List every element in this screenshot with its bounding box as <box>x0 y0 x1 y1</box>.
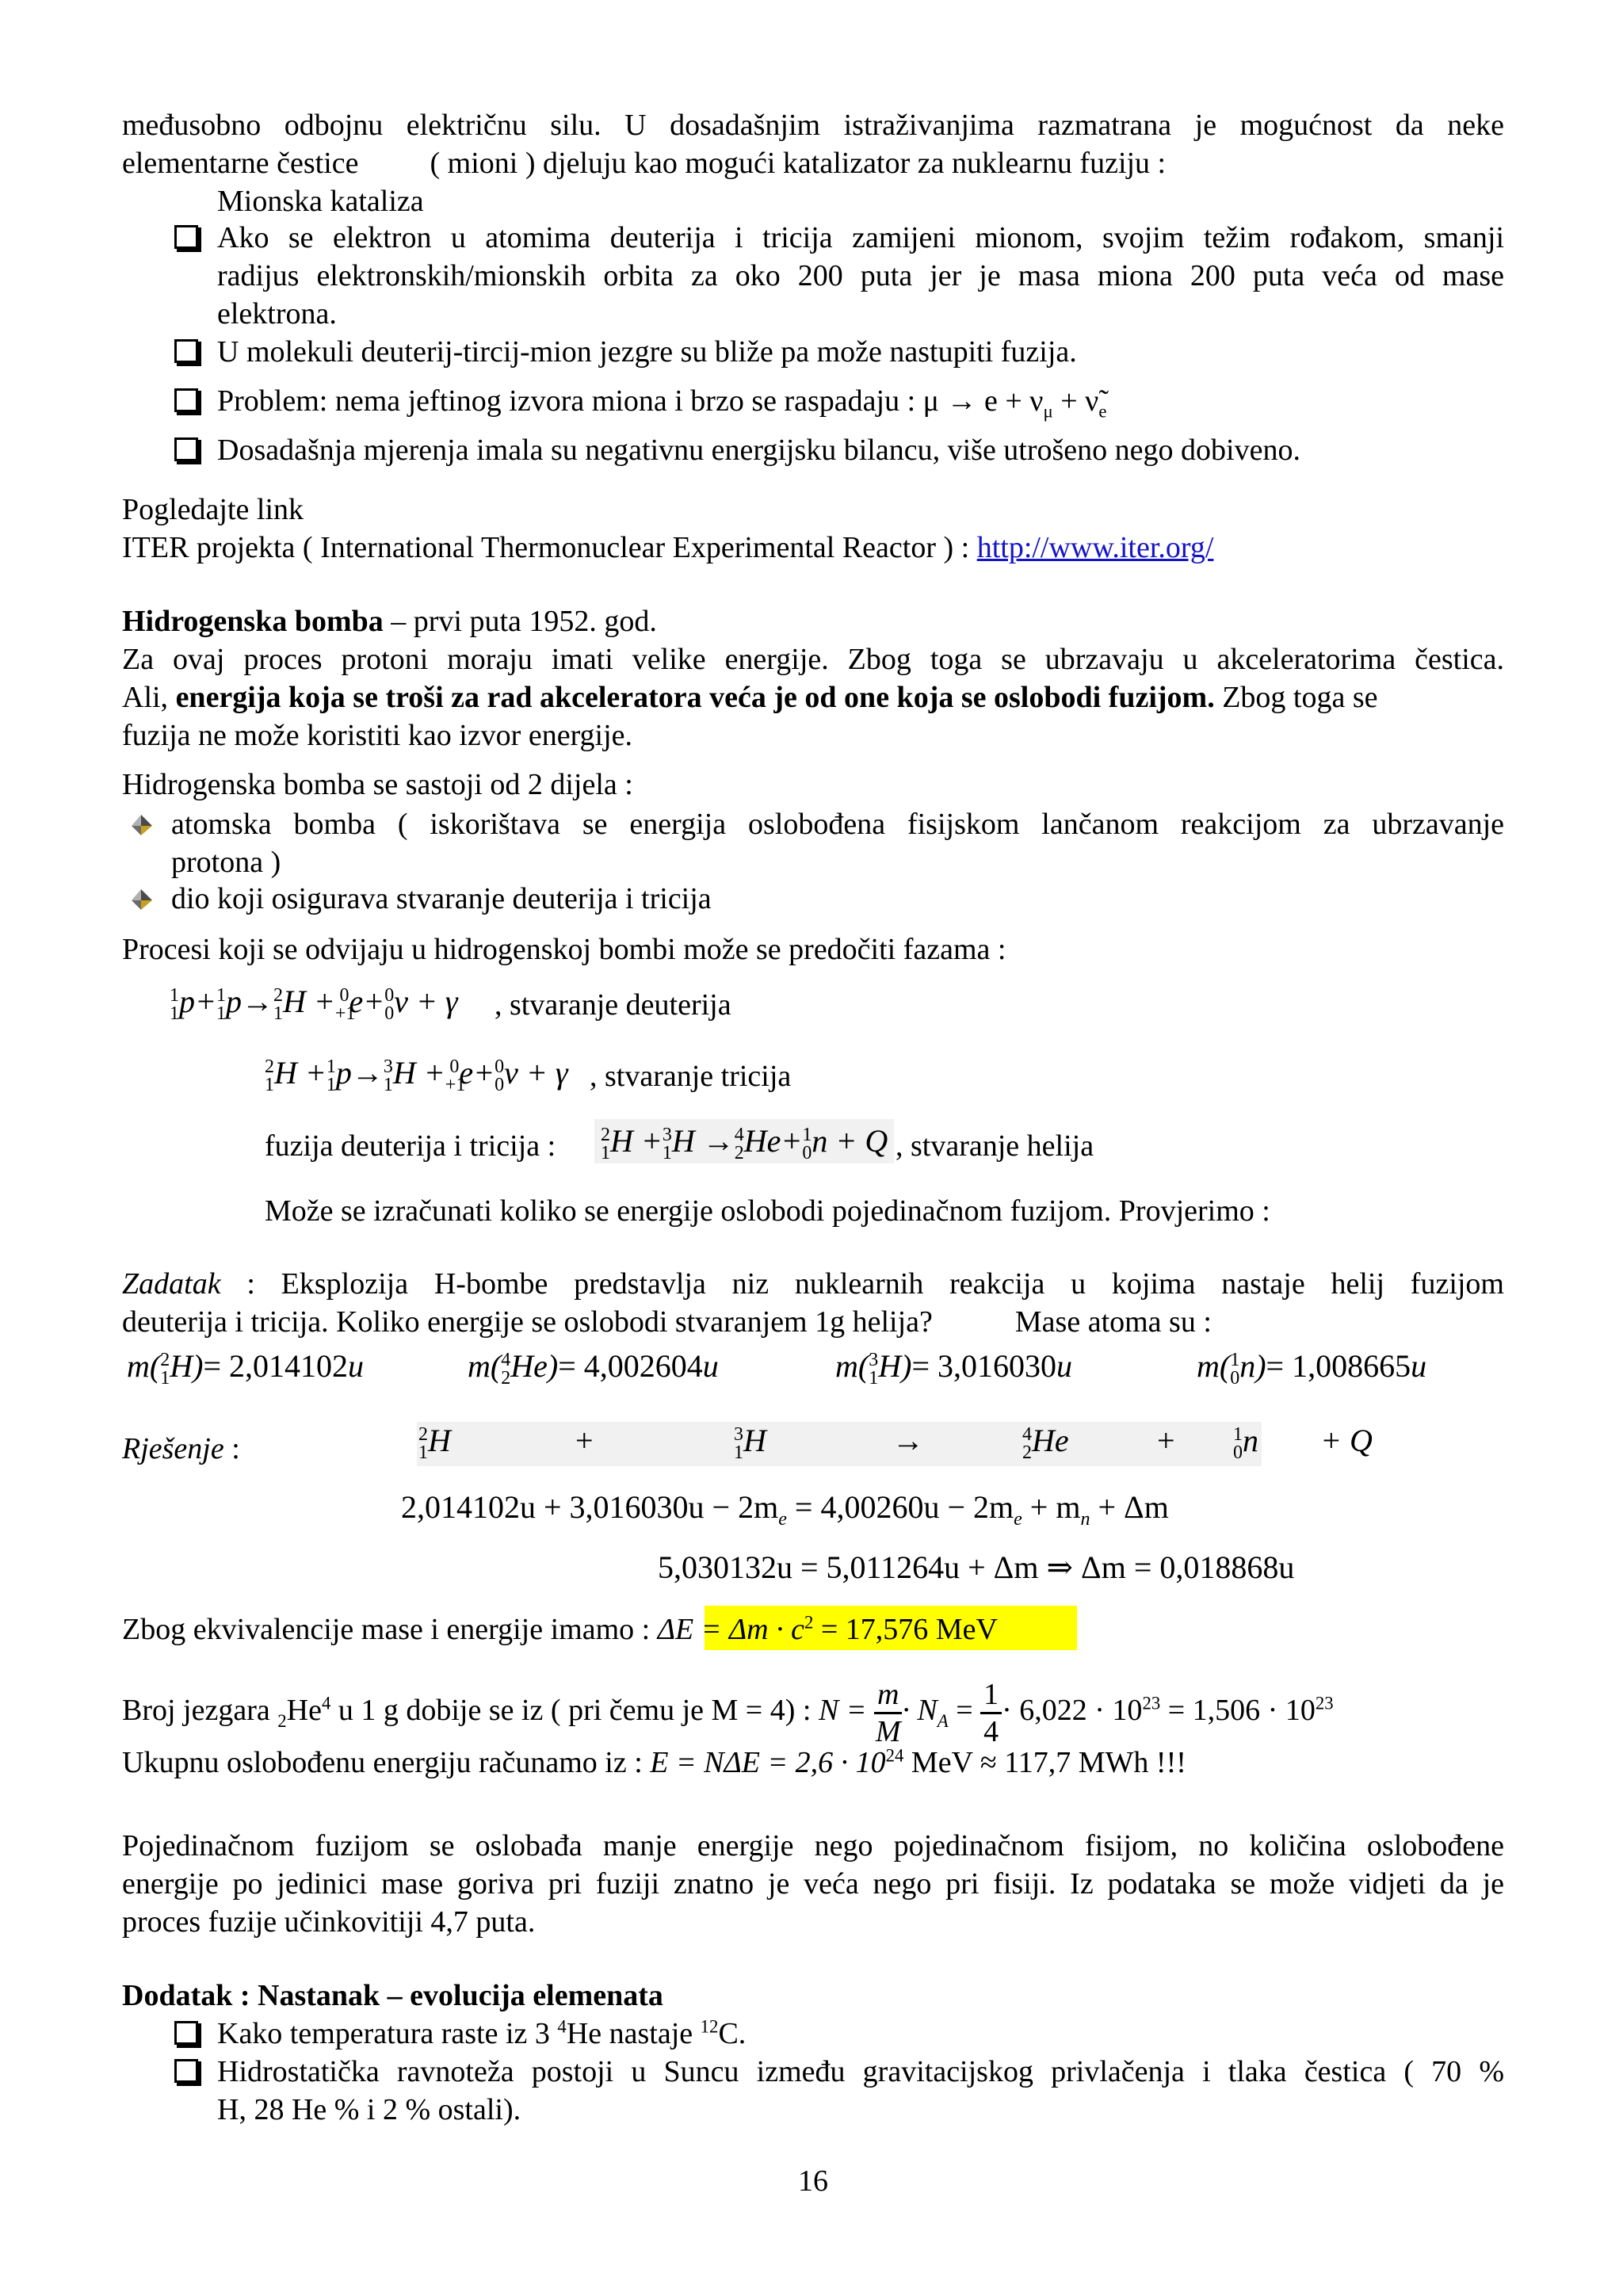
superscript: 4 <box>557 2016 567 2037</box>
mass-deuterium: $m(_1^2H)= 2,014102u$ <box>127 1348 364 1389</box>
text-line <box>122 1265 1504 1303</box>
equation-part: E = NΔE = 2,6 · 10 <box>650 1746 886 1779</box>
subscript: A <box>937 1710 949 1731</box>
equation-part: + m <box>1022 1489 1081 1525</box>
mass-balance-equation: $2,014102u + 3,016030u - 2m_e = 4,00260u - 2m_e + m_n + \Delta m$ <box>401 1489 1169 1530</box>
numerator: 1 <box>980 1677 1002 1714</box>
text-span: C. <box>718 2017 747 2050</box>
reaction-deuterium: $_1^1p+_1^1p\to_1^2H +_{+1}^0e+_0^0\nu + \gamma$ <box>170 984 458 1024</box>
checkbox-bullet-icon <box>174 388 198 412</box>
text-line: Hidrostatička ravnoteža postoji u Suncu između gravitacijskog privlačenja i tlaka čestica ( 70 % <box>217 2055 1504 2088</box>
solution-reaction: $_1^2$H + $_1^3$H → $_2^4$He + $_0^1$n + Q <box>417 1422 1262 1466</box>
superscript: 24 <box>885 1745 904 1766</box>
checkbox-bullet-icon <box>174 2059 198 2083</box>
text-line: Hidrogenska bomba se sastoji od 2 dijela : <box>122 768 633 801</box>
checkbox-bullet-icon <box>174 339 198 363</box>
text-span: Broj jezgara <box>122 1694 278 1728</box>
fraction-m-over-M <box>874 1677 902 1749</box>
energy-value: = 17,576 <box>813 1613 929 1646</box>
checkbox-bullet-icon <box>174 2021 198 2045</box>
section-heading: Dodatak : Nastanak – evolucija elemenata <box>122 1979 663 2012</box>
text-line: Dosadašnja mjerenja imala su negativnu energijsku bilancu, više utrošeno nego dobiveno. <box>217 434 1300 467</box>
text-span: – prvi puta 1952. god. <box>383 605 657 638</box>
reaction-label: , stvaranje tricija <box>590 1060 792 1093</box>
text-line <box>122 678 1504 716</box>
text-line: elektrona. <box>217 297 337 330</box>
mass-value: = 1,008665 <box>1266 1348 1411 1384</box>
heading-bold: Hidrogenska bomba <box>122 605 384 638</box>
superscript: 12 <box>700 2016 719 2037</box>
text-span: Zbog toga se <box>1214 681 1378 714</box>
text-span: Mase atoma su : <box>1014 1305 1212 1339</box>
checkbox-bullet-icon <box>174 225 198 249</box>
text-span: : Eksplozija H-bombe predstavlja niz nuklearnih reakcija u kojima nastaje helij fuzijom <box>220 1267 1504 1301</box>
equation-part: = 4,00260u − 2m <box>786 1489 1014 1525</box>
text-span: deuterija i tricija. Koliko energije se oslobodi stvaranjem 1g helija? <box>122 1305 933 1339</box>
text-span: elementarne čestice <box>122 147 359 180</box>
equation-part: MeV ≈ 117,7 MWh !!! <box>903 1746 1186 1779</box>
superscript: 4 <box>321 1693 331 1713</box>
equation-part: N = <box>818 1694 867 1728</box>
subscript: μ <box>1043 401 1053 422</box>
text-line: Zbog ekvivalencije mase i energije imamo : $\Delta E = \Delta m \cdot c^2 = 17,576$ MeV <box>122 1612 998 1646</box>
mass-defect-equation: 5,030132u = 5,011264u + Δm ⇒ Δm = 0,018868u <box>658 1549 1295 1585</box>
subscript: e <box>1098 401 1107 422</box>
bold-span: energija koja se troši za rad akceleratora veća je od one koja se oslobodi fuzijom. <box>175 681 1215 714</box>
text-line: fuzija ne može koristiti kao izvor energije. <box>122 719 633 752</box>
italic-span: Rješenje <box>122 1432 224 1465</box>
superscript: 23 <box>1142 1693 1161 1713</box>
text-line: međusobno odbojnu električnu silu. U dosadašnjim istraživanjima razmatrana je mogućnost da neke <box>122 109 1504 142</box>
text-span: He nastaje <box>566 2017 701 2050</box>
energy-equation: ΔE = Δm · c <box>657 1613 804 1646</box>
mass-neutron: $m(_0^1n)= 1,008665u$ <box>1197 1348 1427 1389</box>
reaction-tritium: $_1^2H +_1^1p\to_1^3H +_{+1}^0e+_0^0\nu + \gamma$ <box>265 1055 568 1095</box>
energy-unit: MeV <box>928 1613 998 1646</box>
checkbox-bullet-icon <box>174 437 198 461</box>
arrow-bullet-icon <box>130 888 154 911</box>
text-span: Problem: nema jeftinog izvora miona i brzo se raspadaju : μ → e + ν <box>217 384 1044 418</box>
text-line: U molekuli deuterij-tircij-mion jezgre su bliže pa može nastupiti fuzija. <box>217 335 1077 369</box>
text-line <box>122 529 1504 567</box>
text-line: protona ) <box>171 846 281 879</box>
fraction-one-quarter <box>980 1677 1002 1749</box>
text-span: Kako temperatura raste iz 3 <box>217 2017 558 2050</box>
superscript: 23 <box>1315 1693 1334 1713</box>
text-line: Pojedinačnom fuzijom se oslobađa manje energije nego pojedinačnom fisijom, no količina oslobođene <box>122 1829 1504 1862</box>
text-span: : <box>223 1432 240 1465</box>
text-line: Pogledajte link <box>122 493 304 526</box>
text-line <box>217 382 1504 420</box>
text-line: Procesi koji se odvijaju u hidrogenskoj bombi može se predočiti fazama : <box>122 933 1006 966</box>
page-number: 16 <box>798 2164 828 2198</box>
text-line: radijus elektronskih/mionskih orbita za oko 200 puta jer je masa miona 200 puta veća od mase <box>217 259 1504 292</box>
iter-link[interactable]: http://www.iter.org/ <box>976 531 1214 564</box>
text-span: He <box>286 1694 322 1728</box>
equation-part: · 6,022 · 10 <box>1002 1694 1143 1728</box>
equation-part: = <box>948 1694 973 1728</box>
text-line <box>122 1303 1504 1341</box>
text-line: Za ovaj proces protoni moraju imati velike energije. Zbog toga se ubrzavaju u akceleratorima čestica. <box>122 643 1504 676</box>
document-page <box>122 0 1504 2296</box>
mass-value: = 2,014102 <box>203 1348 348 1384</box>
section-heading <box>122 602 1504 640</box>
text-span: + ν̃ <box>1052 384 1099 418</box>
reaction-label: , stvaranje deuterija <box>495 988 731 1022</box>
equation-part: = 1,506 · 10 <box>1160 1694 1316 1728</box>
mass-helium: $m(_2^4He)= 4,002604u$ <box>468 1348 719 1389</box>
text-span: ( mioni ) djeluju kao mogući katalizator za nuklearnu fuziju : <box>430 147 1167 180</box>
denominator: 4 <box>983 1715 999 1748</box>
numerator: m <box>874 1677 902 1714</box>
text-span: Ali, <box>122 681 176 714</box>
text-span: Ukupnu oslobođenu energiju računamo iz : <box>122 1746 651 1779</box>
text-line <box>122 144 1504 182</box>
mass-value: = 3,016030 <box>911 1348 1056 1384</box>
reaction-label: , stvaranje helija <box>896 1129 1094 1163</box>
text-line: Može se izračunati koliko se energije oslobodi pojedinačnom fuzijom. Provjerimo : <box>265 1194 1270 1228</box>
italic-span: Zadatak <box>122 1267 221 1301</box>
text-span: u 1 g dobije se iz ( pri čemu je M = 4) : <box>330 1694 819 1728</box>
equation-part: 2,014102u + 3,016030u − 2m <box>401 1489 779 1525</box>
text-line <box>122 1744 1504 1782</box>
equation-part: + Δm <box>1090 1489 1169 1525</box>
text-line: energije po jedinici mase goriva pri fuziji znatno je veća nego pri fisiji. Iz podataka se može vidjeti da je <box>122 1867 1504 1901</box>
equation-part: · N <box>902 1694 938 1728</box>
subscript: 2 <box>277 1710 287 1731</box>
text-span: ITER projekta ( International Thermonuclear Experimental Reactor ) : <box>122 531 977 564</box>
text-span: Zbog ekvivalencije mase i energije imamo : <box>122 1613 658 1646</box>
section-label: Mionska kataliza <box>217 185 424 218</box>
text-line: proces fuzije učinkovitiji 4,7 puta. <box>122 1905 536 1939</box>
text-line: Ako se elektron u atomima deuterija i tricija zamijeni mionom, svojim težim rođakom, smanji <box>217 221 1504 254</box>
denominator: M <box>875 1715 901 1748</box>
reaction-helium: $_1^2H +_1^3H \to_2^4He+_0^1n + Q$ <box>594 1119 894 1163</box>
mass-value: = 4,002604 <box>558 1348 703 1384</box>
text-line: dio koji osigurava stvaranje deuterija i tricija <box>171 882 712 915</box>
mass-tritium: $m(_1^3H)= 3,016030u$ <box>835 1348 1072 1389</box>
text-line <box>217 2015 1504 2053</box>
text-line: atomska bomba ( iskorištava se energija oslobođena fisijskom lančanom reakcijom za ubrzavanje <box>171 808 1504 841</box>
text-line: H, 28 He % i 2 % ostali). <box>217 2093 521 2126</box>
arrow-bullet-icon <box>130 813 154 837</box>
text-line: fuzija deuterija i tricija : <box>265 1129 556 1163</box>
